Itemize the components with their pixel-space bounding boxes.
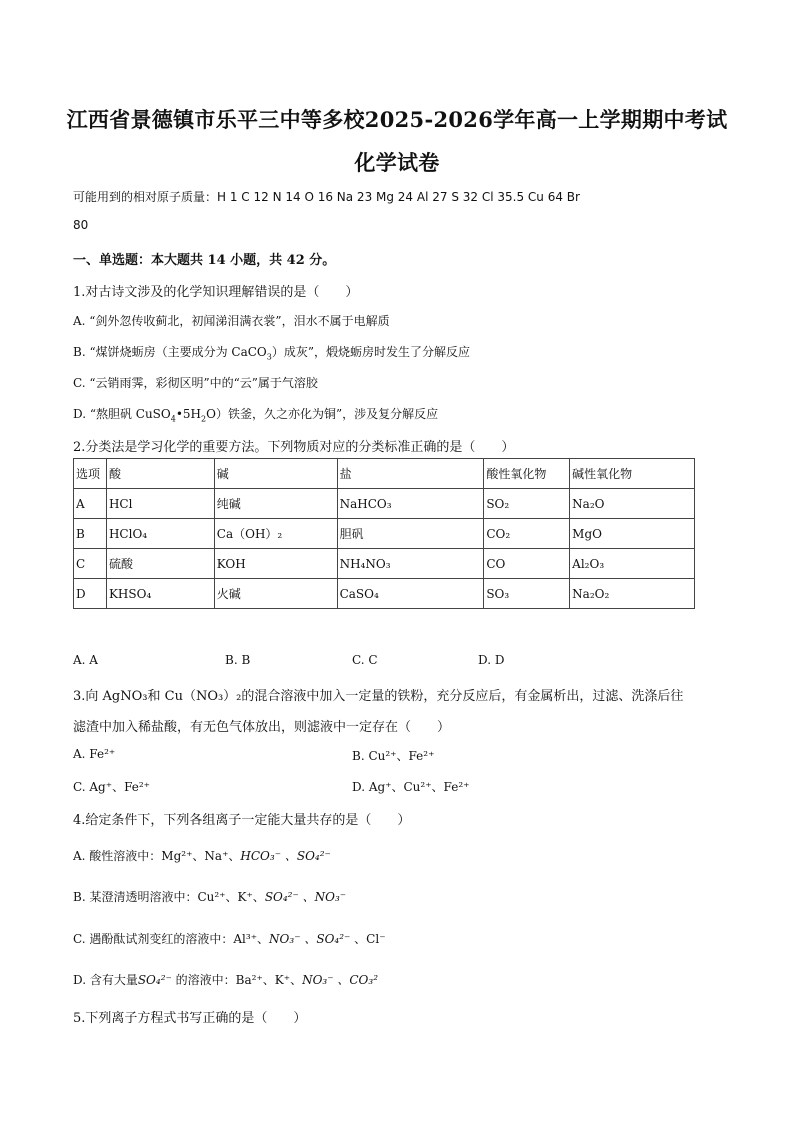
q1-option-b-post: ）成灰”，煅烧蛎房时发生了分解反应 xyxy=(271,345,470,359)
q4-option-a xyxy=(73,847,331,864)
q4-option-b-ions: SO₄²⁻ 、NO₃⁻ xyxy=(264,890,347,904)
q2-stem: 2.分类法是学习化学的重要方法。下列物质对应的分类标准正确的是（ ） xyxy=(73,440,515,455)
table-cell: NH₄NO₃ xyxy=(337,549,484,579)
table-header-cell: 碱性氧化物 xyxy=(570,459,695,489)
table-cell: CO₂ xyxy=(484,519,570,549)
table-header-cell: 选项 xyxy=(74,459,107,489)
table-cell: 硫酸 xyxy=(106,549,214,579)
table-cell: CO xyxy=(484,549,570,579)
q2-option-b: B. B xyxy=(225,653,251,667)
table-cell: SO₃ xyxy=(484,579,570,609)
table-cell: C xyxy=(74,549,107,579)
q4-option-b-text: B. 某澄清透明溶液中：Cu²⁺、K⁺、 xyxy=(73,890,265,904)
q4-option-d-ion1: SO₄²⁻ xyxy=(137,973,172,987)
q4-stem: 4.给定条件下，下列各组离子一定能大量共存的是（ ） xyxy=(73,813,411,828)
q5-stem: 5.下列离子方程式书写正确的是（ ） xyxy=(73,1011,307,1026)
q1-option-d-post: O）铁釜，久之亦化为铜”，涉及复分解反应 xyxy=(206,407,439,421)
table-cell: MgO xyxy=(570,519,695,549)
q4-option-d xyxy=(73,971,378,988)
q4-option-b xyxy=(73,888,346,905)
q1-option-c: C. “云销雨霁，彩彻区明”中的“云”属于气溶胶 xyxy=(73,376,318,390)
q1-option-d-sub: 4 xyxy=(170,414,176,424)
table-cell: NaHCO₃ xyxy=(337,489,484,519)
q1-option-a: A. “剑外忽传收蓟北，初闻涕泪满衣裳”，泪水不属于电解质 xyxy=(73,314,390,328)
q3-option-a: A. Fe²⁺ xyxy=(73,747,116,761)
q4-option-a-text: A. 酸性溶液中：Mg²⁺、Na⁺、 xyxy=(73,849,241,863)
section-heading: 一、单选题：本大题共 14 小题，共 42 分。 xyxy=(73,253,336,268)
q3-option-b: B. Cu²⁺、Fe²⁺ xyxy=(352,749,435,763)
table-cell: 胆矾 xyxy=(337,519,484,549)
table-cell: Na₂O₂ xyxy=(570,579,695,609)
q4-option-d-text2: 的溶液中：Ba²⁺、K⁺、 xyxy=(171,973,303,987)
q1-option-d-mid: •5H xyxy=(175,407,202,421)
table-cell: B xyxy=(74,519,107,549)
table-cell: HClO₄ xyxy=(106,519,214,549)
table-cell: Na₂O xyxy=(570,489,695,519)
table-header-cell: 盐 xyxy=(337,459,484,489)
classification-table xyxy=(73,458,695,609)
table-cell: SO₂ xyxy=(484,489,570,519)
q2-option-d: D. D xyxy=(478,653,505,667)
table-cell: KOH xyxy=(214,549,337,579)
q1-option-b xyxy=(73,343,470,361)
q3-option-d: D. Ag⁺、Cu²⁺、Fe²⁺ xyxy=(352,780,470,794)
doc-title-line1: 江西省景德镇市乐平三中等多校2025-2026学年高一上学期期中考试 xyxy=(66,107,728,132)
q2-option-a: A. A xyxy=(73,653,98,667)
q4-option-d-text1: D. 含有大量 xyxy=(73,973,138,987)
q1-option-d-pre: D. “熬胆矾 CuSO xyxy=(73,407,171,421)
atomic-masses-line2: 80 xyxy=(73,218,89,232)
q1-stem: 1.对古诗文涉及的化学知识理解错误的是（ ） xyxy=(73,285,359,300)
table-header-cell: 碱 xyxy=(214,459,337,489)
table-header-cell: 酸性氧化物 xyxy=(484,459,570,489)
table-cell: KHSO₄ xyxy=(106,579,214,609)
table-header-cell: 酸 xyxy=(106,459,214,489)
doc-title-line2: 化学试卷 xyxy=(354,150,440,175)
table-cell: A xyxy=(74,489,107,519)
table-cell: 火碱 xyxy=(214,579,337,609)
q1-option-b-pre: B. “煤饼烧蛎房（主要成分为 CaCO xyxy=(73,345,267,359)
q2-option-c: C. C xyxy=(352,653,378,667)
table-row xyxy=(74,489,695,519)
q4-option-c-text: C. 遇酚酞试剂变红的溶液中：Al³⁺、 xyxy=(73,932,270,946)
atomic-masses-line1: 可能用到的相对原子质量：H 1 C 12 N 14 O 16 Na 23 Mg 24 Al 27 S 32 Cl 35.5 Cu 64 Br xyxy=(73,190,580,204)
table-header-row xyxy=(74,459,695,489)
table-cell: Ca（OH）₂ xyxy=(214,519,337,549)
table-row xyxy=(74,519,695,549)
table-cell: Al₂O₃ xyxy=(570,549,695,579)
table-row xyxy=(74,579,695,609)
table-cell: HCl xyxy=(106,489,214,519)
q3-option-c: C. Ag⁺、Fe²⁺ xyxy=(73,780,150,794)
table-cell: 纯碱 xyxy=(214,489,337,519)
q1-option-b-sub: 3 xyxy=(266,352,272,362)
q4-option-c-tail: 、Cl⁻ xyxy=(350,932,386,946)
q4-option-c-ions: NO₃⁻ 、SO₄²⁻ xyxy=(269,932,351,946)
table-row xyxy=(74,549,695,579)
q3-stem-line2: 滤渣中加入稀盐酸，有无色气体放出，则滤液中一定存在（ ） xyxy=(73,720,451,735)
table-cell: CaSO₄ xyxy=(337,579,484,609)
table-cell: D xyxy=(74,579,107,609)
q4-option-a-ions: HCO₃⁻ 、SO₄²⁻ xyxy=(240,849,331,863)
q3-stem-line1: 3.向 AgNO₃和 Cu（NO₃）₂的混合溶液中加入一定量的铁粉，充分反应后，有金属析出，过滤、洗涤后往 xyxy=(73,689,684,704)
q1-option-d xyxy=(73,405,438,423)
q4-option-c xyxy=(73,930,386,947)
q1-option-d-sub2: 2 xyxy=(201,414,207,424)
q4-option-d-ions: NO₃⁻ 、CO₃² xyxy=(302,973,379,987)
